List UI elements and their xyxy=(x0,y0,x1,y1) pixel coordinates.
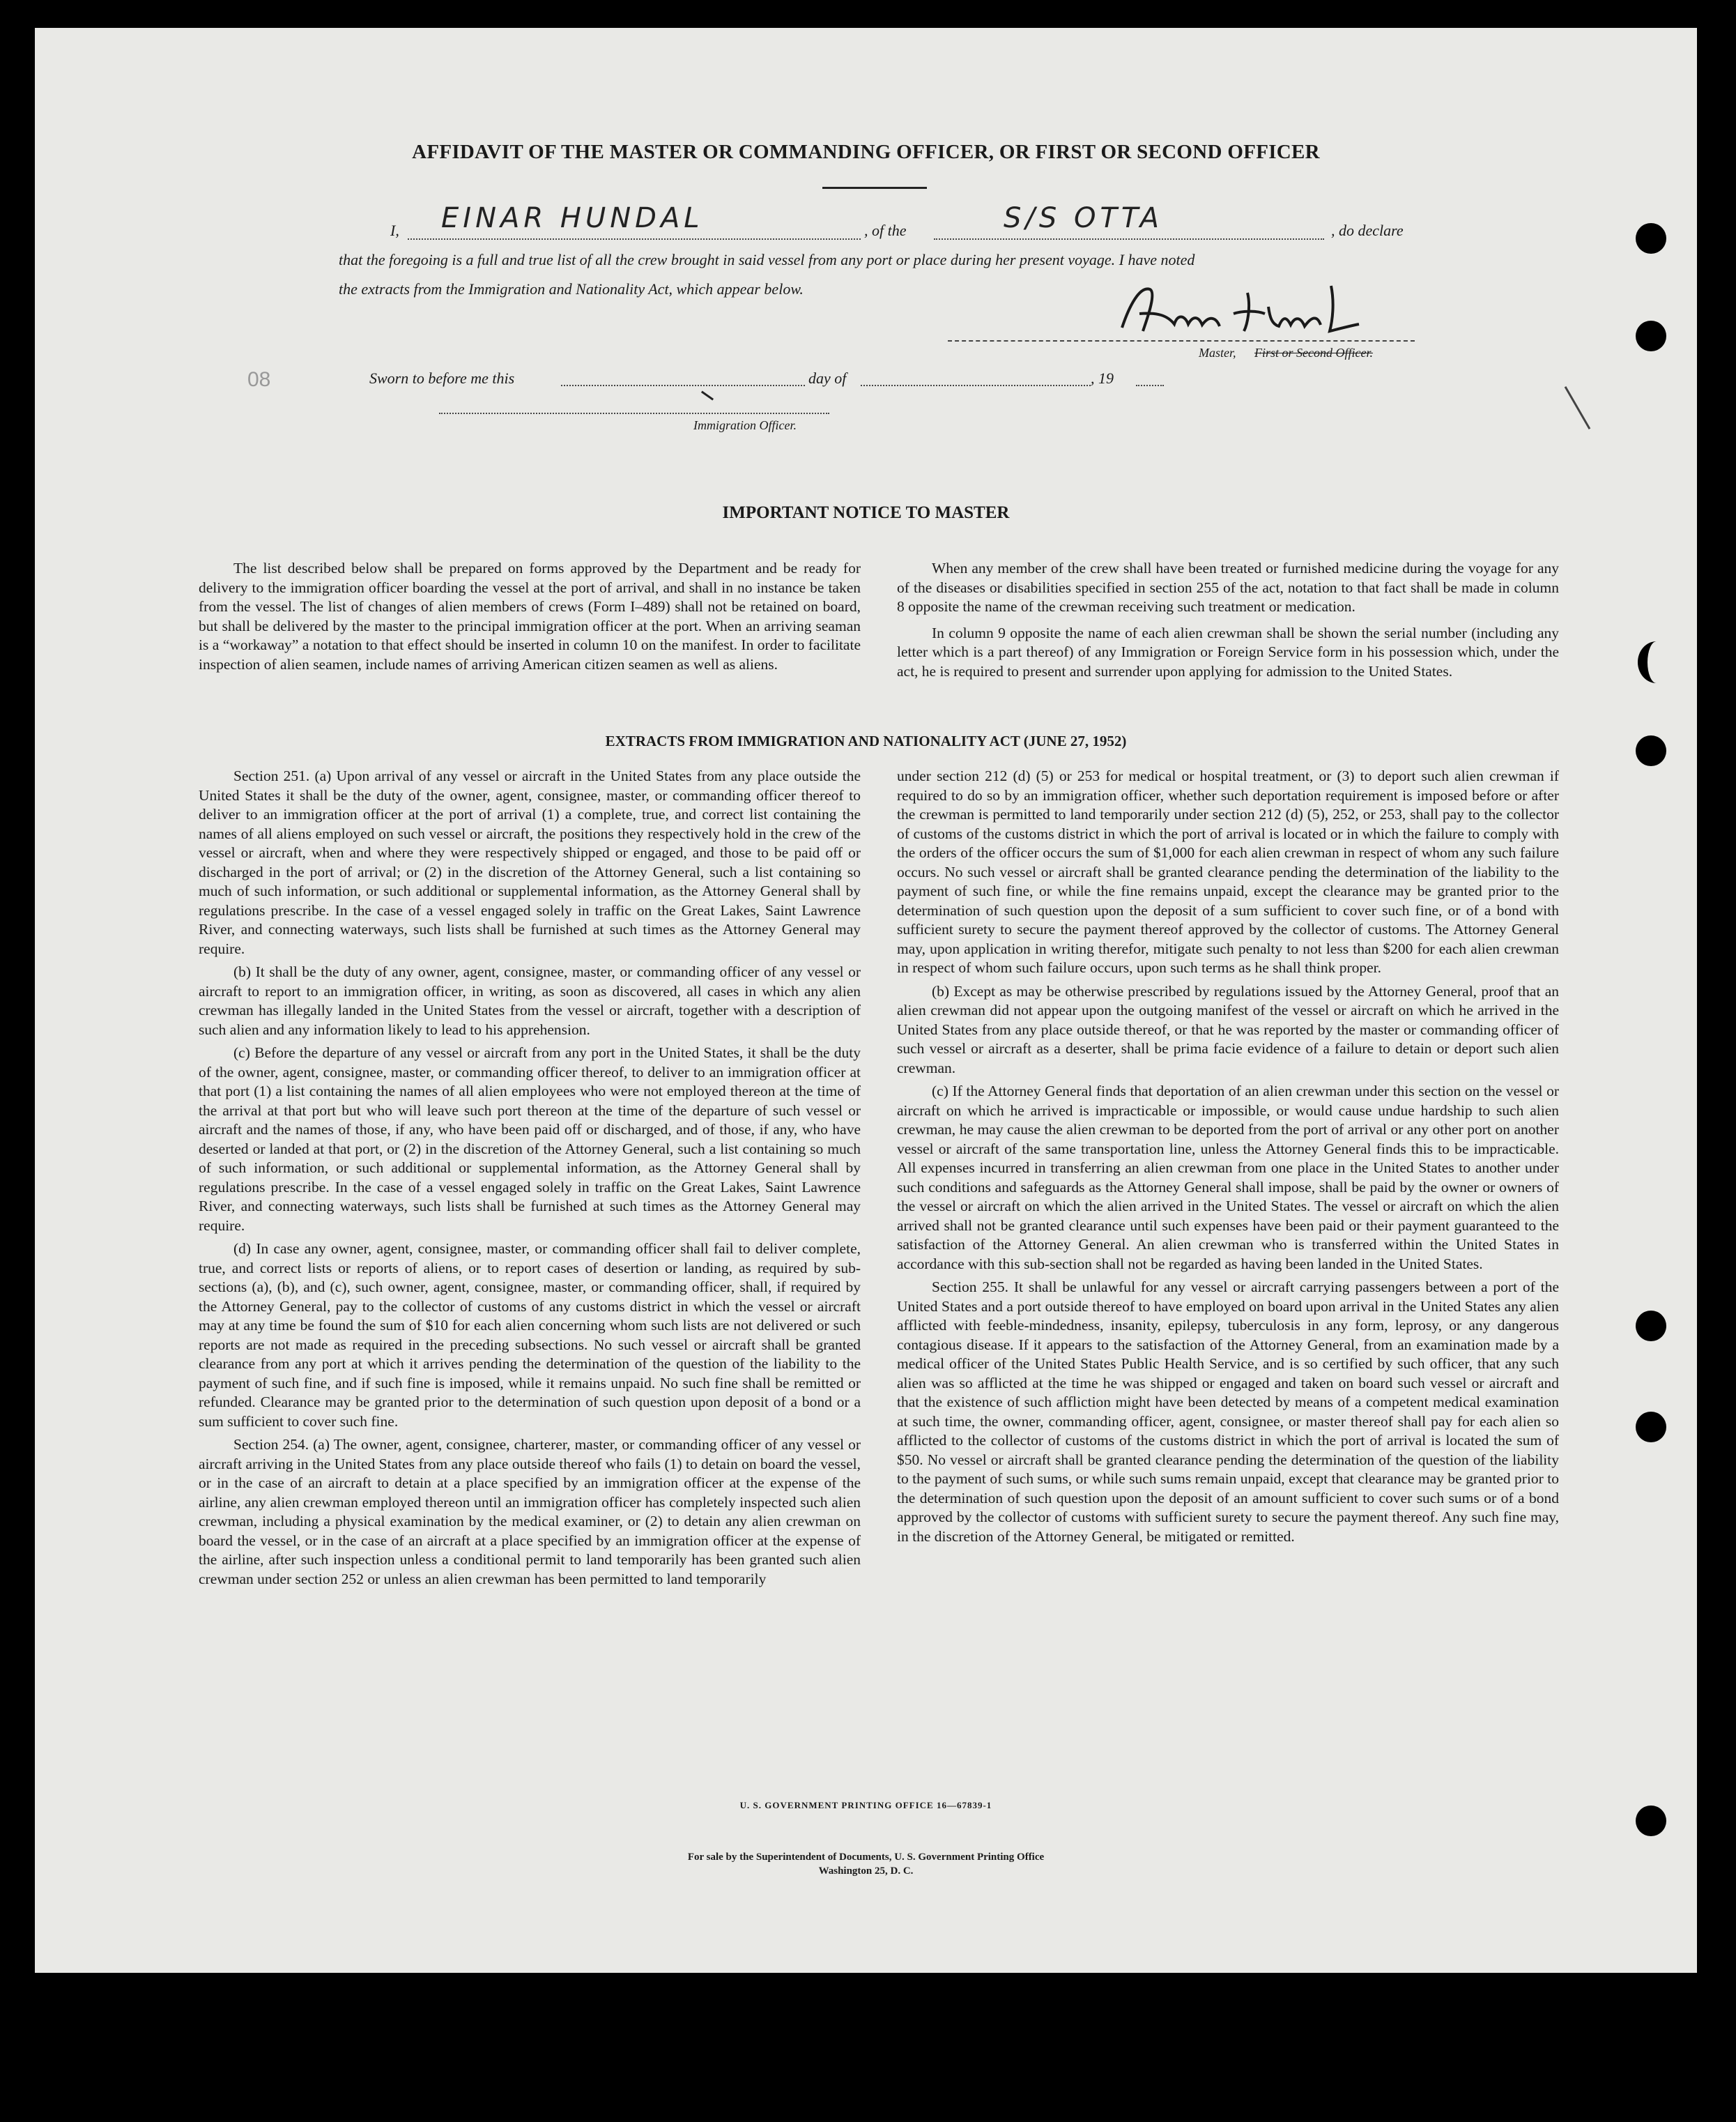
notice-right-column xyxy=(897,559,1559,681)
section-251-c: (c) Before the departure of any vessel or aircraft from any port in the United States, it shall be the duty of the owner, agent, consignee, master, or commanding officer thereof, to deliver to an immigration officer at that port (1) a list containing the names of all alien employees who were not employed thereon at the time of the arrival at that port but who will leave such port thereon at the time of the departure of such vessel or aircraft and the names of those, if any, who have been paid off or discharged, and of those, if any, who have deserted or landed at that port, or (2) in the discretion of the Attorney General, such a list containing so much of such information, or such additional or supplemental information, as the Attorney General shall by regulations prescribe. In the case of a vessel engaged solely in traffic on the Great Lakes, Saint Lawrence River, and connecting waterways, such lists shall be furnished at such times as the Attorney General may require. xyxy=(199,1044,861,1234)
notice-right-paragraph-2: In column 9 opposite the name of each alien crewman shall be shown the serial number (including any letter which is a part thereof) of any Immigration or Foreign Service form in his possession which, under the act, he is required to present and surrender upon applying for admission to the United States. xyxy=(897,624,1559,680)
extracts-left-column xyxy=(199,767,861,1589)
master-label: Master, xyxy=(1199,346,1236,360)
sworn-label: Sworn to before me this xyxy=(369,369,515,387)
punch-hole xyxy=(1636,735,1666,766)
page-title: AFFIDAVIT OF THE MASTER OR COMMANDING OFFICER, OR FIRST OR SECOND OFFICER xyxy=(412,141,1320,163)
immigration-officer-label: Immigration Officer. xyxy=(693,418,797,432)
immigration-officer-line xyxy=(439,413,829,414)
of-the-label: , of the xyxy=(864,222,907,239)
day-of-label: day of xyxy=(808,369,847,387)
struck-officer-label: First or Second Officer. xyxy=(1254,346,1373,360)
punch-hole xyxy=(1636,1311,1666,1341)
section-254-b: (b) Except as may be otherwise prescribed by regulations issued by the Attorney General, proof that an alien crewman did not appear upon the outgoing manifest of the vessel or aircraft on which he arrived in the United States from any place outside thereof, or that he was reported by the master or commanding officer of such vessel or aircraft as a deserter, shall be prima facie evidence of a failure to detain or deport such alien crewman. xyxy=(897,982,1559,1076)
year-line xyxy=(1136,385,1164,386)
document-page xyxy=(35,28,1697,1973)
master-signature xyxy=(1108,265,1401,349)
declaration-line-3: the extracts from the Immigration and Nationality Act, which appear below. xyxy=(339,280,804,298)
for-sale-line-1: For sale by the Superintendent of Documents, U. S. Government Printing Office xyxy=(687,1852,1045,1863)
for-sale-line-2: Washington 25, D. C. xyxy=(818,1865,914,1877)
declaration-line-2: that the foregoing is a full and true list of all the crew brought in said vessel from any port or place during her present voyage. I have noted xyxy=(339,251,1195,268)
printing-office-line: U. S. GOVERNMENT PRINTING OFFICE 16—67839-1 xyxy=(739,1800,992,1810)
notice-heading: IMPORTANT NOTICE TO MASTER xyxy=(722,503,1010,522)
master-name-handwritten: EINAR HUNDAL xyxy=(441,202,704,234)
declaration-prefix: I, xyxy=(390,222,399,239)
punch-hole xyxy=(1636,1806,1666,1836)
punch-hole xyxy=(1636,1412,1666,1442)
margin-mark: 08 xyxy=(247,368,271,391)
section-251-d: (d) In case any owner, agent, consignee, master, or commanding officer shall fail to deliver complete, true, and correct lists or reports of aliens, or to report cases of desertion or landing, as required by sub-sections (a), (b), and (c), such owner, agent, consignee, master, or commanding officer, shall, if required by the Attorney General, pay to the collector of customs of any customs district in which the vessel or aircraft may at any time be found the sum of $10 for each alien concerning whom such lists are not delivered or such reports are not made as required in the preceding subsections. No such vessel or aircraft shall be granted clearance from any port at which it arrives pending the determination of the question of the liability to the payment of such fine, and if such fine is imposed, while it remains unpaid. No such fine shall be remitted or refunded. Clearance may be granted prior to the determination of such question upon deposit of a bond or a sum sufficient to cover such fine. xyxy=(199,1240,861,1430)
notice-left-column xyxy=(199,559,861,674)
year-label: , 19 xyxy=(1091,369,1114,387)
section-251-b: (b) It shall be the duty of any owner, agent, consignee, master, or commanding officer of any vessel or aircraft to report to an immigration officer, in writing, as soon as discovered, all cases in which any alien crewman has illegally landed in the United States from the vessel or aircraft, together with a description of such alien and any information likely to lead to his apprehension. xyxy=(199,963,861,1038)
section-254-a: Section 254. (a) The owner, agent, consignee, charterer, master, or commanding officer of any vessel or aircraft arriving in the United States from any place outside thereof who fails (1) to detain on board the vessel, or in the case of an aircraft to detain at a place specified by an immigration officer at the expense of the airline, any alien crewman employed thereon until an immigration officer has completely inspected such alien crewman, including a physical examination by the medical examiner, or (2) to detain any alien crewman on board the vessel, or in the case of an aircraft at a place specified by an immigration officer at the expense of the airline, after such inspection unless a conditional permit to land temporarily has been granted such alien crewman under section 252 or unless an alien crewman has been permitted to land temporarily xyxy=(199,1436,861,1587)
extracts-heading: EXTRACTS FROM IMMIGRATION AND NATIONALITY ACT (JUNE 27, 1952) xyxy=(605,733,1127,749)
sworn-day-line xyxy=(561,385,805,386)
section-254-c: (c) If the Attorney General finds that deportation of an alien crewman under this section on the vessel or aircraft on which he arrived is impracticable or impossible, or would cause undue hardship to such alien crewman, he may cause the alien crewman to be deported from the port of arrival or any other port on another vessel or aircraft of the same transportation line, unless the Attorney General finds this to be impracticable. All expenses incurred in transferring an alien crewman from one place in the United States to another under such conditions and safeguards as the Attorney General shall impose, shall be paid by the owner or owners of the vessel or aircraft on which the alien arrived in the United States. The vessel or aircraft on which the alien arrived shall not be granted clearance until such expenses have been paid or their payment guaranteed to the satisfaction of the Attorney General. An alien crewman who is transferred within the United States in accordance with this sub-section shall not be regarded as having been landed in the United States. xyxy=(897,1083,1559,1272)
name-field-line xyxy=(408,238,861,240)
punch-hole xyxy=(1636,321,1666,351)
vessel-field-line xyxy=(934,238,1324,240)
sworn-month-line xyxy=(861,385,1091,386)
notice-left-paragraph: The list described below shall be prepared on forms approved by the Department and be ready for delivery to the immigration officer boarding the vessel at the port of arrival, and shall in no instance be taken from the vessel. The list of changes of alien members of crews (Form I–489) shall not be retained on board, but shall be delivered by the master to the principal immigration officer at the port. When an arriving seaman is a “workaway” a notation to that effect should be inserted in column 10 on the manifest. In order to facilitate inspection of alien seamen, include names of arriving American citizen seamen as well as aliens. xyxy=(199,560,861,673)
extracts-right-column xyxy=(897,767,1559,1546)
pen-mark xyxy=(701,391,714,401)
section-255: Section 255. It shall be unlawful for any vessel or aircraft carrying passengers between a port of the United States and a port outside thereof to have employed on board upon arrival in the United States any alien afflicted with feeble-mindedness, insanity, epilepsy, tuberculosis in any form, leprosy, or any dangerous contagious disease. If it appears to the satisfaction of the Attorney General, from an examination made by a medical officer of the United States Public Health Service, and is so certified by such officer, that any such alien was so afflicted at the time he was shipped or engaged and taken on board such vessel or aircraft and that the existence of such affliction might have been detected by means of a competent medical examination at such time, the owner, commanding officer, agent, consignee, or master thereof shall pay for each alien so afflicted to the collector of customs of the customs district in which the port of arrival is located the sum of $50. No vessel or aircraft shall be granted clearance pending the determination of the question of the liability to the payment of such sums, or while such sums remain unpaid, except that clearance may be granted prior to the determination of such question upon the deposit of an amount sufficient to cover such sums or of a bond approved by the collector of customs with sufficient surety to secure the payment thereof. Any such fine may, in the discretion of the Attorney General, be mitigated or remitted. xyxy=(897,1278,1559,1545)
torn-edge-mark xyxy=(1638,641,1675,683)
section-254-a-continued: under section 212 (d) (5) or 253 for medical or hospital treatment, or (3) to deport such alien crewman if required to do so by an immigration officer, whether such deportation requirement is imposed before or after the crewman is permitted to land temporarily under section 212 (d) (5), 252, or 253, shall pay to the collector of customs of the customs district in which the port of arrival is located or in which the failure to comply with the orders of the officer occurs the sum of $1,000 for each alien crewman in respect of whom any such failure occurs. No such vessel or aircraft shall be granted clearance pending the determination of the liability to the payment of such fine, or while the fine remains unpaid, except the clearance may be granted prior to the determination of such question upon the deposit of a sum sufficient to cover such fine, or of a bond with sufficient surety to secure the payment thereof approved by the collector of customs. The Attorney General may, upon application in writing therefor, mitigate such penalty to not less than $200 for each alien crewman in respect of whom such failure occurs, upon such terms as he shall think proper. xyxy=(897,768,1559,976)
title-rule xyxy=(822,187,927,189)
section-251-a: Section 251. (a) Upon arrival of any vessel or aircraft in the United States from any place outside the United States it shall be the duty of the owner, agent, consignee, master, or commanding officer thereof to deliver to an immigration officer at the port of arrival (1) a complete, true, and correct list containing the names of all aliens employed on such vessel or aircraft, the positions they respectively hold in the crew of the vessel or aircraft, when and where they were respectively shipped or engaged, and those to be paid off or discharged in the port of arrival; or (2) in the discretion of the Attorney General, such a list containing so much of such information, or such additional or supplemental information, as the Attorney General shall by regulations prescribe. In the case of a vessel engaged solely in traffic on the Great Lakes, Saint Lawrence River, and connecting waterways, such lists shall be furnished at such times as the Attorney General may require. xyxy=(199,768,861,957)
stray-mark xyxy=(1565,386,1591,429)
vessel-name-handwritten: S/S OTTA xyxy=(1004,202,1164,234)
notice-right-paragraph-1: When any member of the crew shall have been treated or furnished medicine during the voyage for any of the diseases or disabilities specified in section 255 of the act, notation to that fact shall be made in column 8 opposite the name of the crewman receiving such treatment or medication. xyxy=(897,560,1559,615)
do-declare-label: , do declare xyxy=(1331,222,1404,239)
signature-line xyxy=(948,340,1415,342)
punch-hole xyxy=(1636,223,1666,254)
